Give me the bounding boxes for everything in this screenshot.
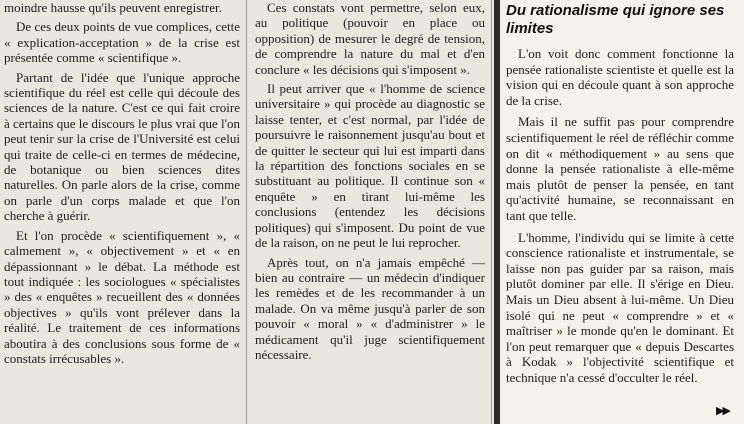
- column-divider: [246, 0, 247, 424]
- paragraph: L'on voit donc comment fonctionne la pensée rationaliste scientiste et quelle est la vision qui en découle quant à son approche de la crise.: [506, 46, 734, 108]
- paragraph: moindre hausse qu'ils peuvent enregistrer.: [4, 0, 222, 15]
- text-column-2: [255, 0, 485, 366]
- paragraph: Mais il ne suffit pas pour comprendre scientifiquement le réel de réfléchir comme on dit « méthodiquement » au sens que donne la pensée rationaliste à elle-même mais plutôt de penser la pensée, en tant qu'activité humaine, se reconnaissant en tant que telle.: [506, 114, 734, 223]
- paragraph: De ces deux points de vue complices, cette « explication-acceptation » de la crise est présentée comme « scientifique ».: [4, 19, 240, 66]
- paragraph: L'homme, l'individu qui se limite à cette conscience rationaliste et instrumentale, se laisse non pas guider par sa raison, mais plutôt dominer par elle. Il s'érige en Dieu. Mais un Dieu absent à lui-même. Un Dieu isolé qui ne peut « comprendre » et « maîtriser » le monde qu'en le dominant. Et l'on peut remarquer que « depuis Descartes à Kodak » l'objectivité scientifique et technique n'a cessé d'occulter le réel.: [506, 229, 734, 385]
- text-column-1: [4, 0, 240, 370]
- continue-arrows-icon: ▶▶: [716, 404, 729, 417]
- sidebar-box: [494, 0, 744, 424]
- paragraph: Ces constats vont permettre, selon eux, au politique (pouvoir en place ou opposition) de mesurer le degré de tension, de comprendre la nature du mal et d'en conclure « les décisions qui s'imposent ».: [255, 0, 485, 77]
- paragraph: Après tout, on n'a jamais empêché — bien au contraire — un médecin d'indiquer les remèdes et de les recommander à un malade. On va même jusqu'à parler de son pouvoir « moral » « d'administrer » le médicament qu'il juge scientifiquement nécessaire.: [255, 254, 485, 362]
- sidebar-text: [506, 46, 734, 391]
- sidebar-accent-bar: [494, 0, 500, 424]
- paragraph: Et l'on procède « scientifiquement », « calmement », « objectivement » et « en dépassionnant » le débat. La méthode est tout indiquée : les sociologues « spécialistes » des « enquêtes » recueillent des « données objectives » qu'ils vont prélever dans la réalité. Le traitement de ces informations aboutira à des conclusions sous forme de « constats irrécusables ».: [4, 227, 240, 366]
- paragraph: Partant de l'idée que l'unique approche scientifique du réel est celle qui découle des sciences de la nature. C'est ce qui fait croire à certains que le discours le plus vrai que l'on peut tenir sur la crise de l'Université est celui qui traite de celle-ci en termes de médecine, de botanique ou bien sciences dites naturelles. On parle alors de la crise, comme on parle d'un corps malade et que l'on cherche à guérir.: [4, 69, 240, 224]
- column-divider: [491, 0, 492, 424]
- sidebar-heading: Du rationalisme qui ignore ses limites: [506, 2, 725, 37]
- paragraph: Il peut arriver que « l'homme de science universitaire » qui procède au diagnostic se laisse tenter, et c'est normal, par l'idée de poursuivre le raisonnement jusqu'au bout et de quitter le secteur qui lui est imparti dans la répartition des fonctions sociales en se substituant au politique. Il continue son « enquête » en tirant lui-même les conclusions (entendez les décisions politiques) qui s'imposent. Du point de vue de la raison, on ne peut le lui reprocher.: [255, 81, 485, 251]
